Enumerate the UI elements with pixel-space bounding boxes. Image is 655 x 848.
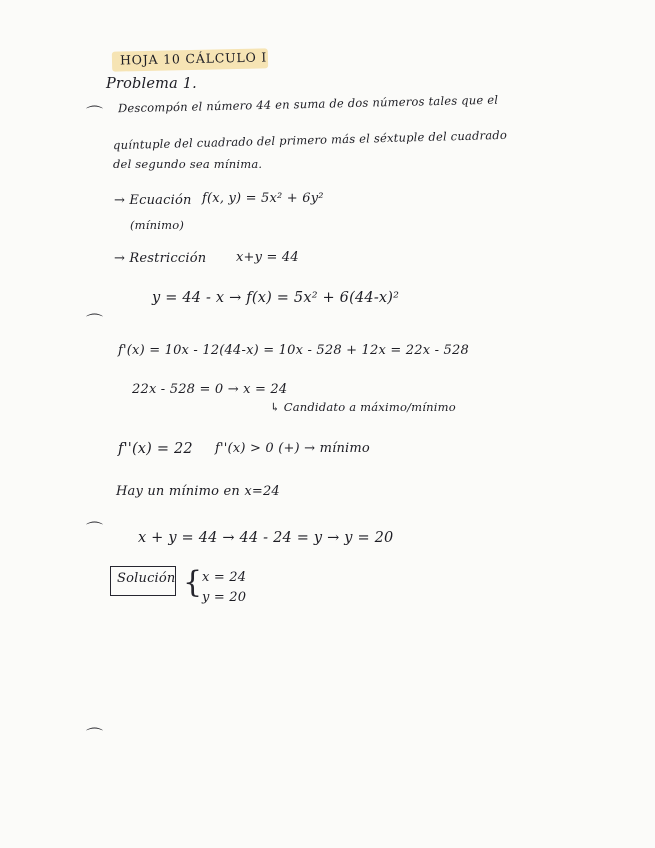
solution-y: y = 20 bbox=[202, 590, 247, 605]
statement-line-1: Descompón el número 44 en suma de dos números tales que el bbox=[117, 92, 499, 116]
solve-y-line: x + y = 44 → 44 - 24 = y → y = 20 bbox=[138, 530, 394, 546]
problem-heading: Problema 1. bbox=[106, 76, 197, 92]
ecuacion-label: → Ecuación bbox=[114, 193, 192, 208]
conclusion-line: Hay un mínimo en x=24 bbox=[116, 484, 280, 499]
statement-line-2: quíntuple del cuadrado del primero más el séxtuple del cuadrado bbox=[112, 127, 508, 153]
second-derivative: f''(x) = 22 bbox=[118, 441, 193, 457]
critical-point-line: 22x - 528 = 0 → x = 24 bbox=[132, 382, 288, 397]
statement-line-3: del segundo sea mínima. bbox=[113, 157, 263, 171]
solution-label: Solución bbox=[117, 571, 176, 586]
sheet-title: HOJA 10 CÁLCULO I bbox=[119, 49, 268, 68]
binder-hole-mark: ⌒ bbox=[86, 313, 103, 333]
ecuacion-formula: f(x, y) = 5x² + 6y² bbox=[202, 191, 324, 206]
minimo-note: (mínimo) bbox=[130, 218, 185, 232]
binder-hole-mark: ⌒ bbox=[86, 727, 103, 747]
second-derivative-check: f''(x) > 0 (+) → mínimo bbox=[215, 441, 370, 456]
solution-brace: { bbox=[183, 565, 203, 600]
binder-hole-mark: ⌒ bbox=[86, 521, 103, 541]
substitution-line: y = 44 - x → f(x) = 5x² + 6(44-x)² bbox=[152, 290, 400, 306]
restriccion-label: → Restricción bbox=[114, 251, 207, 266]
solution-x: x = 24 bbox=[202, 570, 247, 585]
binder-hole-mark: ⌒ bbox=[86, 105, 103, 125]
restriccion-formula: x+y = 44 bbox=[236, 250, 299, 265]
derivative-line: f'(x) = 10x - 12(44-x) = 10x - 528 + 12x = 22x - 528 bbox=[118, 343, 469, 358]
candidate-note: ↳ Candidato a máximo/mínimo bbox=[270, 400, 456, 414]
